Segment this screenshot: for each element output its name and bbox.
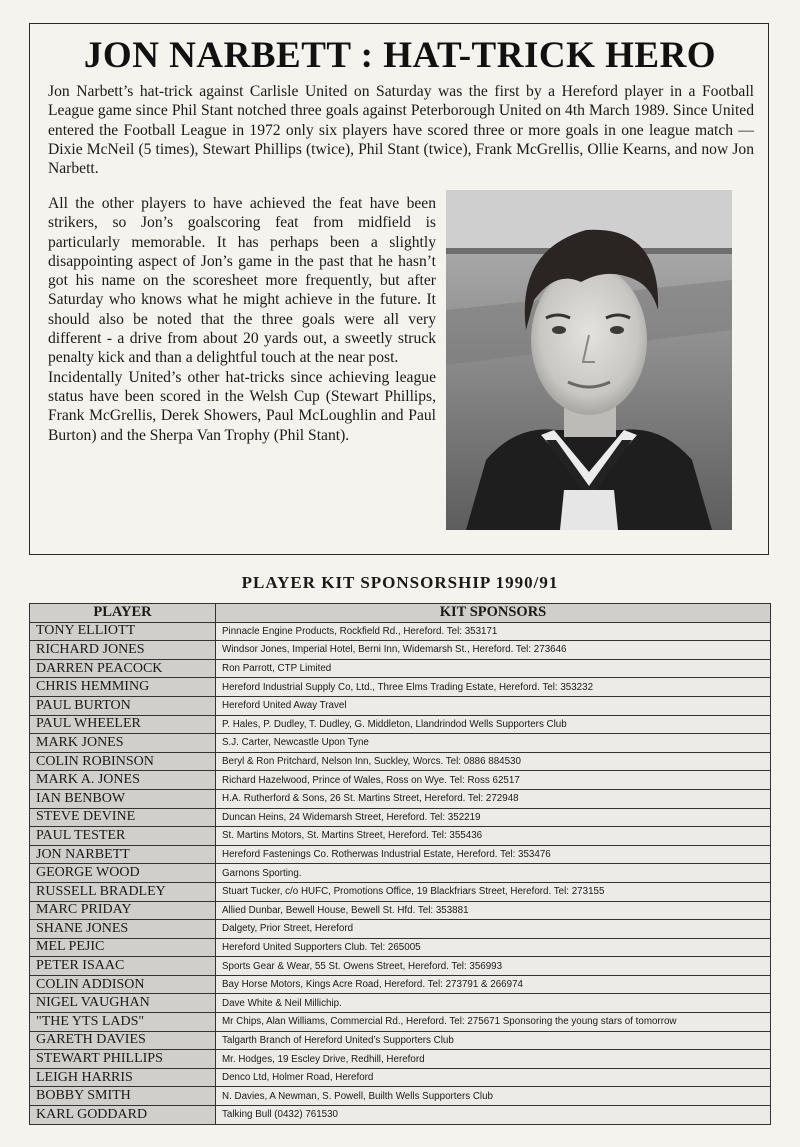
kit-table-body xyxy=(30,622,771,1124)
kit-sponsor: Hereford Fastenings Co. Rotherwas Industrial Estate, Hereford. Tel: 353476 xyxy=(216,845,771,864)
article-body xyxy=(48,194,436,445)
kit-sponsor: Windsor Jones, Imperial Hotel, Berni Inn, Widemarsh St., Hereford. Tel: 273646 xyxy=(216,641,771,660)
kit-sponsor: Dave White & Neil Millichip. xyxy=(216,994,771,1013)
player-name: IAN BENBOW xyxy=(30,789,216,808)
article-headline: JON NARBETT : HAT-TRICK HERO xyxy=(83,35,717,76)
kit-sponsor: St. Martins Motors, St. Martins Street, Hereford. Tel: 355436 xyxy=(216,827,771,846)
table-row xyxy=(30,901,771,920)
table-row xyxy=(30,845,771,864)
sponsorship-title: PLAYER KIT SPONSORSHIP 1990/91 xyxy=(241,573,559,592)
table-row xyxy=(30,975,771,994)
table-row xyxy=(30,827,771,846)
kit-sponsor: Beryl & Ron Pritchard, Nelson Inn, Suckley, Worcs. Tel: 0886 884530 xyxy=(216,752,771,771)
table-row xyxy=(30,882,771,901)
player-name: JON NARBETT xyxy=(30,845,216,864)
player-name: GARETH DAVIES xyxy=(30,1031,216,1050)
table-row xyxy=(30,659,771,678)
kit-sponsor: Denco Ltd, Holmer Road, Hereford xyxy=(216,1068,771,1087)
player-name: GEORGE WOOD xyxy=(30,864,216,883)
table-row xyxy=(30,1050,771,1069)
table-row xyxy=(30,1068,771,1087)
table-row xyxy=(30,622,771,641)
table-row xyxy=(30,752,771,771)
table-row xyxy=(30,864,771,883)
player-column-header: PLAYER xyxy=(30,604,216,623)
player-name: PAUL TESTER xyxy=(30,827,216,846)
kit-sponsor: N. Davies, A Newman, S. Powell, Builth Wells Supporters Club xyxy=(216,1087,771,1106)
kit-sponsor: Duncan Heins, 24 Widemarsh Street, Hereford. Tel: 352219 xyxy=(216,808,771,827)
table-row xyxy=(30,957,771,976)
kit-sponsor: Dalgety, Prior Street, Hereford xyxy=(216,920,771,939)
player-name: COLIN ROBINSON xyxy=(30,752,216,771)
kit-sponsor: Sports Gear & Wear, 55 St. Owens Street, Hereford. Tel: 356993 xyxy=(216,957,771,976)
player-name: CHRIS HEMMING xyxy=(30,678,216,697)
player-name: STEWART PHILLIPS xyxy=(30,1050,216,1069)
table-row xyxy=(30,920,771,939)
kit-sponsor: H.A. Rutherford & Sons, 26 St. Martins Street, Hereford. Tel: 272948 xyxy=(216,789,771,808)
sponsors-column-header: KIT SPONSORS xyxy=(216,604,771,623)
player-name: STEVE DEVINE xyxy=(30,808,216,827)
kit-sponsor: P. Hales, P. Dudley, T. Dudley, G. Middleton, Llandrindod Wells Supporters Club xyxy=(216,715,771,734)
player-name: MEL PEJIC xyxy=(30,938,216,957)
player-name: BOBBY SMITH xyxy=(30,1087,216,1106)
table-row xyxy=(30,696,771,715)
table-row xyxy=(30,808,771,827)
kit-sponsor: Hereford United Away Travel xyxy=(216,696,771,715)
article-intro: Jon Narbett’s hat-trick against Carlisle United on Saturday was the first by a Hereford player in a Football League game since Phil Stant notched three goals against Peterborough United on 4th March 1989. Since United entered the Football League in 1972 only six players have scored three or more goals in one league match — Dixie McNeil (5 times), Stewart Phillips (twice), Phil Stant (twice), Frank McGrellis, Ollie Kearns, and now Jon Narbett. xyxy=(48,83,754,178)
table-row xyxy=(30,641,771,660)
player-name: DARREN PEACOCK xyxy=(30,659,216,678)
table-row xyxy=(30,1087,771,1106)
article-box xyxy=(29,23,769,555)
table-row xyxy=(30,1013,771,1032)
kit-sponsor: Hereford Industrial Supply Co, Ltd., Three Elms Trading Estate, Hereford. Tel: 353232 xyxy=(216,678,771,697)
player-name: SHANE JONES xyxy=(30,920,216,939)
player-name: NIGEL VAUGHAN xyxy=(30,994,216,1013)
kit-sponsor: S.J. Carter, Newcastle Upon Tyne xyxy=(216,734,771,753)
kit-sponsor: Talgarth Branch of Hereford United’s Supporters Club xyxy=(216,1031,771,1050)
player-name: PAUL BURTON xyxy=(30,696,216,715)
table-row xyxy=(30,734,771,753)
kit-sponsorship-table xyxy=(29,603,771,1125)
player-name: PETER ISAAC xyxy=(30,957,216,976)
table-row xyxy=(30,994,771,1013)
player-name: MARK A. JONES xyxy=(30,771,216,790)
table-row xyxy=(30,938,771,957)
kit-sponsor: Ron Parrott, CTP Limited xyxy=(216,659,771,678)
kit-sponsor: Mr Chips, Alan Williams, Commercial Rd., Hereford. Tel: 275671 Sponsoring the young stars of tomorrow xyxy=(216,1013,771,1032)
table-row xyxy=(30,1031,771,1050)
article-paragraph-1: All the other players to have achieved the feat have been strikers, so Jon’s goalscoring feat from midfield is particularly memorable. It has perhaps been a slightly disappointing aspect of Jon’s game in the past that he hasn’t got his name on the scoresheet more frequently, but after Saturday who knows what he might achieve in the future. It should also be noted that the three goals were all very different - a drive from about 20 yards out, a sweetly struck penalty kick and than a delightful touch at the near post. xyxy=(48,195,436,367)
table-row xyxy=(30,789,771,808)
player-name: MARC PRIDAY xyxy=(30,901,216,920)
kit-sponsor: Richard Hazelwood, Prince of Wales, Ross on Wye. Tel: Ross 62517 xyxy=(216,771,771,790)
player-name: RICHARD JONES xyxy=(30,641,216,660)
kit-sponsor: Garnons Sporting. xyxy=(216,864,771,883)
table-row xyxy=(30,678,771,697)
player-name: TONY ELLIOTT xyxy=(30,622,216,641)
player-photo xyxy=(446,190,732,530)
article-paragraph-2: Incidentally United’s other hat-tricks since achieving league status have been scored in the Welsh Cup (Stewart Phillips, Frank McGrellis, Derek Showers, Paul McLoughlin and Paul Burton) and the Sherpa Van Trophy (Phil Stant). xyxy=(48,368,436,444)
player-name: MARK JONES xyxy=(30,734,216,753)
player-name: COLIN ADDISON xyxy=(30,975,216,994)
kit-sponsor: Mr. Hodges, 19 Escley Drive, Redhill, Hereford xyxy=(216,1050,771,1069)
player-name: RUSSELL BRADLEY xyxy=(30,882,216,901)
kit-sponsor: Hereford United Supporters Club. Tel: 265005 xyxy=(216,938,771,957)
table-header-row xyxy=(30,604,771,623)
player-name: LEIGH HARRIS xyxy=(30,1068,216,1087)
player-name: PAUL WHEELER xyxy=(30,715,216,734)
kit-sponsor: Stuart Tucker, c/o HUFC, Promotions Office, 19 Blackfriars Street, Hereford. Tel: 273155 xyxy=(216,882,771,901)
table-row xyxy=(30,771,771,790)
table-row xyxy=(30,1106,771,1125)
kit-sponsor: Talking Bull (0432) 761530 xyxy=(216,1106,771,1125)
player-name: "THE YTS LADS" xyxy=(30,1013,216,1032)
player-name: KARL GODDARD xyxy=(30,1106,216,1125)
kit-sponsor: Allied Dunbar, Bewell House, Bewell St. Hfd. Tel: 353881 xyxy=(216,901,771,920)
kit-sponsor: Bay Horse Motors, Kings Acre Road, Hereford. Tel: 273791 & 266974 xyxy=(216,975,771,994)
table-row xyxy=(30,715,771,734)
kit-sponsor: Pinnacle Engine Products, Rockfield Rd., Hereford. Tel: 353171 xyxy=(216,622,771,641)
